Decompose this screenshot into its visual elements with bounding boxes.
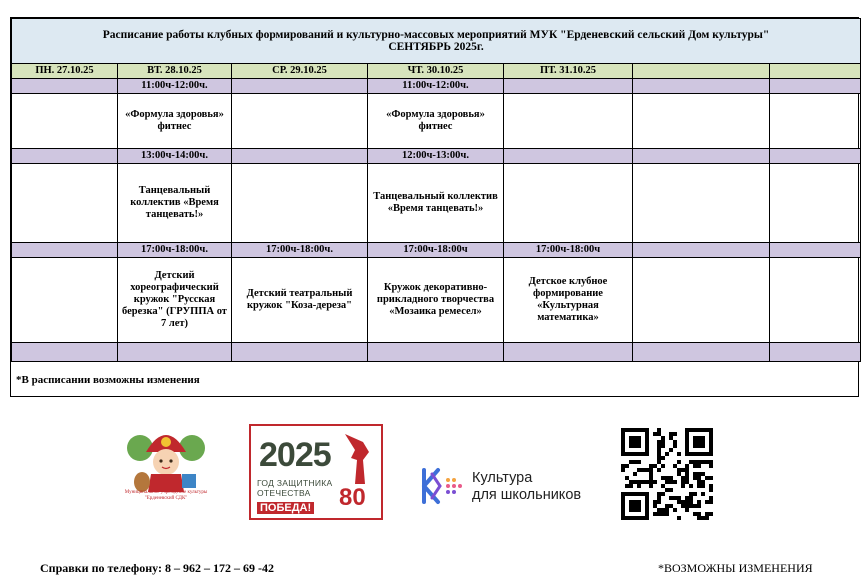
year-badge-subtitle: ГОД ЗАЩИТНИКА ОТЕЧЕСТВА	[257, 478, 333, 498]
activity-cell	[232, 164, 368, 243]
activity-cell	[12, 94, 118, 149]
time-cell: 11:00ч-12:00ч.	[368, 79, 504, 94]
time-cell: 17:00ч-18:00ч	[368, 243, 504, 258]
activity-row	[12, 164, 861, 243]
day-header	[633, 64, 770, 79]
activity-cell: «Формула здоровья» фитнес	[368, 94, 504, 149]
days-header-row	[12, 64, 861, 79]
time-row	[12, 149, 861, 164]
day-header: ПТ. 31.10.25	[504, 64, 633, 79]
activity-cell: Танцевальный коллектив «Время танцевать!»	[118, 164, 232, 243]
activity-row	[12, 258, 861, 343]
org-logo	[118, 418, 214, 514]
kultura-logo-icon	[420, 466, 466, 506]
activity-cell: Детское клубное формирование «Культурная математика»	[504, 258, 633, 343]
day-header	[770, 64, 861, 79]
activity-cell	[12, 258, 118, 343]
schedule-sheet	[10, 17, 859, 397]
day-header: ПН. 27.10.25	[12, 64, 118, 79]
monument-icon	[339, 430, 375, 486]
time-cell	[232, 149, 368, 164]
activity-cell	[232, 94, 368, 149]
time-cell: 17:00ч-18:00ч.	[118, 243, 232, 258]
activity-cell	[633, 94, 770, 149]
day-header: ЧТ. 30.10.25	[368, 64, 504, 79]
time-cell	[232, 79, 368, 94]
activity-cell	[770, 258, 861, 343]
qr-code[interactable]	[621, 428, 713, 520]
time-cell	[770, 79, 861, 94]
activity-cell: Детский хореографический кружок "Русская березка" (ГРУППА от 7 лет)	[118, 258, 232, 343]
activity-cell	[633, 258, 770, 343]
empty-row	[12, 343, 861, 362]
title-line-1: Расписание работы клубных формирований и культурно-массовых мероприятий МУК "Ерденевский сельский Дом культуры"	[102, 29, 770, 41]
time-cell	[633, 149, 770, 164]
time-cell	[504, 79, 633, 94]
time-row	[12, 243, 861, 258]
time-cell	[504, 149, 633, 164]
year-badge-80: 80	[339, 484, 366, 511]
day-header: СР. 29.10.25	[232, 64, 368, 79]
time-cell: 13:00ч-14:00ч.	[118, 149, 232, 164]
activity-cell	[770, 94, 861, 149]
phone-info: Справки по телефону: 8 – 962 – 172 – 69 -42	[40, 561, 274, 575]
year-badge-pobeda: ПОБЕДА!	[257, 502, 314, 514]
time-cell	[633, 243, 770, 258]
activity-cell	[633, 164, 770, 243]
time-cell	[770, 149, 861, 164]
kultura-logo	[420, 466, 610, 512]
activity-cell	[504, 94, 633, 149]
schedule-table	[11, 18, 861, 362]
time-row	[12, 79, 861, 94]
time-cell	[633, 79, 770, 94]
year-badge-logo	[249, 424, 383, 520]
activity-cell: Детский театральный кружок "Коза-дереза"	[232, 258, 368, 343]
time-cell: 17:00ч-18:00ч.	[232, 243, 368, 258]
time-cell	[12, 243, 118, 258]
activity-row	[12, 94, 861, 149]
activity-cell: Танцевальный коллектив «Время танцевать!»	[368, 164, 504, 243]
activity-cell: «Формула здоровья» фитнес	[118, 94, 232, 149]
changes-note: *ВОЗМОЖНЫ ИЗМЕНЕНИЯ	[658, 561, 813, 575]
org-logo-caption: Муниципальное учреждение культуры "Ерденевский СДК"	[124, 490, 208, 501]
day-header: ВТ. 28.10.25	[118, 64, 232, 79]
time-cell: 12:00ч-13:00ч.	[368, 149, 504, 164]
schedule-note: *В расписании возможны изменения	[16, 374, 200, 386]
time-cell: 17:00ч-18:00ч	[504, 243, 633, 258]
activity-cell	[12, 164, 118, 243]
activity-cell: Кружок декоративно-прикладного творчества «Мозаика ремесел»	[368, 258, 504, 343]
qr-code-icon	[621, 428, 713, 520]
activity-cell	[770, 164, 861, 243]
time-cell	[770, 243, 861, 258]
title-line-2: СЕНТЯБРЬ 2025г.	[388, 41, 484, 53]
year-badge-year: 2025	[259, 436, 331, 474]
time-cell: 11:00ч-12:00ч.	[118, 79, 232, 94]
kultura-logo-text: Культура для школьников	[472, 470, 582, 503]
time-cell	[12, 79, 118, 94]
activity-cell	[504, 164, 633, 243]
time-cell	[12, 149, 118, 164]
schedule-title	[12, 19, 861, 64]
